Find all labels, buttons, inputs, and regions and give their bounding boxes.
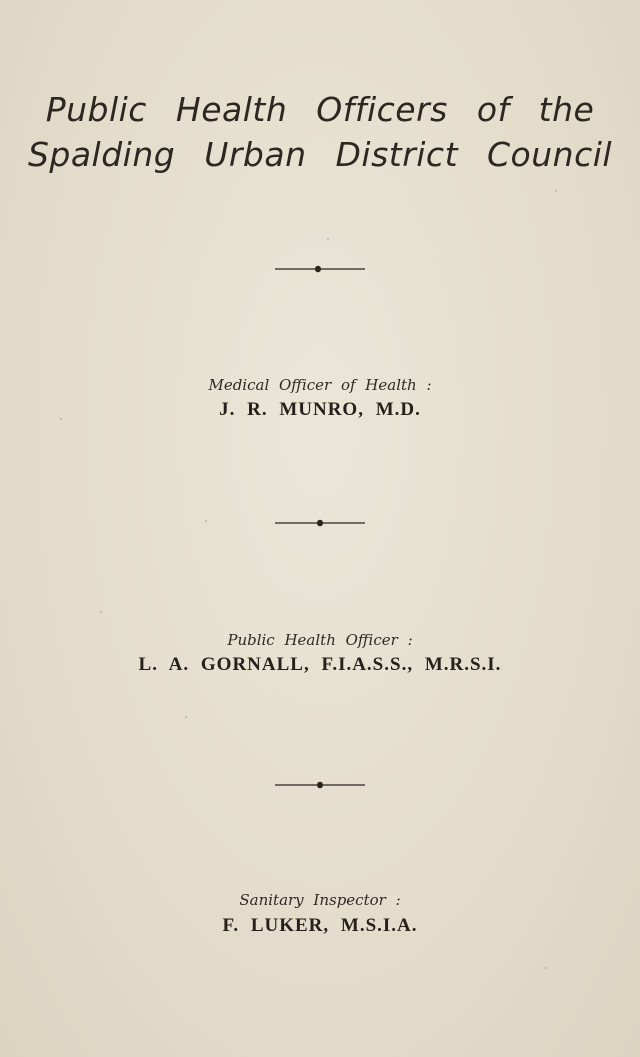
paper-speck [60, 418, 62, 420]
role-public-health-officer: Public Health Officer : [227, 631, 413, 649]
role-medical-officer: Medical Officer of Health : [208, 376, 432, 394]
paper-speck [100, 611, 102, 613]
paper-speck [185, 716, 187, 718]
role-sanitary-inspector: Sanitary Inspector : [239, 891, 401, 909]
name-sanitary-inspector: F. LUKER, M.S.I.A. [222, 915, 418, 936]
ornamental-divider [0, 780, 640, 790]
paper-speck [327, 238, 329, 240]
paper-speck [205, 520, 207, 522]
paper-speck [555, 190, 557, 192]
title-line-2: Spalding Urban District Council [27, 135, 613, 174]
title-line-1: Public Health Officers of the [45, 90, 595, 129]
ornamental-divider [0, 264, 640, 274]
name-public-health-officer: L. A. GORNALL, F.I.A.S.S., M.R.S.I. [138, 654, 502, 675]
ornamental-divider [0, 518, 640, 528]
name-medical-officer: J. R. MUNRO, M.D. [219, 399, 421, 420]
paper-speck [545, 967, 547, 969]
